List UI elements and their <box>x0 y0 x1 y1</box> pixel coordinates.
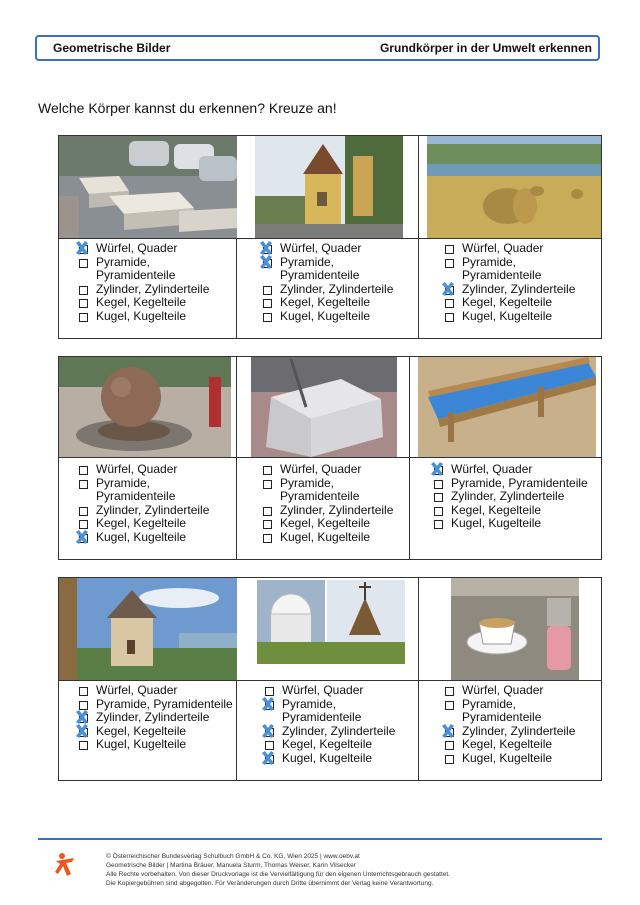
church-tower-photo <box>255 136 403 238</box>
option-label: Zylinder, Zylinderteile <box>451 489 565 504</box>
option-item[interactable] <box>263 738 395 752</box>
option-label: Pyramide, Pyramidenteile <box>462 696 542 725</box>
option-item[interactable] <box>443 684 575 698</box>
cross-mark-icon <box>74 240 90 256</box>
row-divider <box>59 680 601 681</box>
option-label: Kegel, Kegelteile <box>96 295 187 310</box>
cross-mark-icon <box>260 750 276 766</box>
option-item[interactable] <box>432 490 588 504</box>
teacup-and-glass-photo <box>451 578 579 680</box>
option-item[interactable] <box>443 738 575 752</box>
option-label: Kegel, Kegelteile <box>96 723 187 738</box>
checkbox[interactable] <box>445 259 454 268</box>
publisher-logo-icon <box>52 852 78 878</box>
footer-fees: Die Kopiergebühren sind abgegolten. Für Veränderungen durch Dritte übernimmt der Verlag keine Verantwortung. <box>106 880 434 887</box>
answer-options <box>443 684 575 766</box>
checkbox[interactable] <box>79 507 88 516</box>
option-item[interactable] <box>263 698 395 725</box>
option-item[interactable] <box>263 725 395 739</box>
hay-bales-photo <box>427 136 601 238</box>
checkbox[interactable] <box>79 687 88 696</box>
option-item[interactable] <box>261 517 393 531</box>
checkbox[interactable] <box>434 520 443 529</box>
option-label: Kugel, Kugelteile <box>96 737 187 752</box>
option-item[interactable] <box>77 684 233 698</box>
option-label: Kugel, Kugelteile <box>282 750 373 765</box>
option-label: Würfel, Quader <box>280 241 362 255</box>
option-item[interactable] <box>261 242 393 256</box>
option-item[interactable] <box>443 296 575 310</box>
answer-options <box>261 242 393 324</box>
option-label: Kegel, Kegelteile <box>96 516 187 531</box>
cross-mark-icon <box>260 696 276 712</box>
option-label: Pyramide, Pyramidenteile <box>96 254 176 283</box>
option-item[interactable] <box>443 752 575 766</box>
option-item[interactable] <box>443 283 575 297</box>
checkbox[interactable] <box>263 286 272 295</box>
checkbox[interactable] <box>434 493 443 502</box>
option-item[interactable] <box>261 463 393 477</box>
checkbox[interactable] <box>79 313 88 322</box>
answer-options <box>432 463 588 531</box>
checkbox[interactable] <box>263 507 272 516</box>
checkbox[interactable] <box>263 480 272 489</box>
wooden-water-channel-photo <box>418 357 596 457</box>
option-item[interactable] <box>443 256 575 283</box>
row-divider <box>59 238 601 239</box>
checkbox[interactable] <box>434 507 443 516</box>
option-item[interactable] <box>443 310 575 324</box>
option-label: Kegel, Kegelteile <box>451 502 542 517</box>
option-item[interactable] <box>77 296 209 310</box>
option-label: Würfel, Quader <box>451 462 533 476</box>
option-item[interactable] <box>77 725 233 739</box>
option-label: Kegel, Kegelteile <box>282 737 373 752</box>
option-label: Würfel, Quader <box>462 683 544 697</box>
option-label: Würfel, Quader <box>280 462 362 476</box>
option-label: Kugel, Kugelteile <box>96 529 187 544</box>
checkbox[interactable] <box>445 313 454 322</box>
option-label: Kegel, Kegelteile <box>462 737 553 752</box>
option-label: Würfel, Quader <box>96 462 178 476</box>
checkbox[interactable] <box>263 466 272 475</box>
option-label: Kegel, Kegelteile <box>280 295 371 310</box>
answer-options <box>443 242 575 324</box>
checkbox[interactable] <box>434 480 443 489</box>
checkbox[interactable] <box>445 741 454 750</box>
exercise-table-1 <box>58 135 602 339</box>
row-divider <box>59 457 601 458</box>
checkbox[interactable] <box>445 299 454 308</box>
round-tower-photo <box>59 578 237 680</box>
option-item[interactable] <box>261 310 393 324</box>
option-item[interactable] <box>77 698 233 712</box>
checkbox[interactable] <box>263 313 272 322</box>
option-item[interactable] <box>261 477 393 504</box>
answer-options <box>77 242 209 324</box>
option-label: Kugel, Kugelteile <box>462 750 553 765</box>
cross-mark-icon <box>440 723 456 739</box>
option-label: Kugel, Kugelteile <box>462 308 553 323</box>
granite-block-photo <box>251 357 397 457</box>
checkbox[interactable] <box>263 520 272 529</box>
option-label: Kugel, Kugelteile <box>280 308 371 323</box>
option-item[interactable] <box>432 517 588 531</box>
option-label: Kugel, Kugelteile <box>96 308 187 323</box>
checkbox[interactable] <box>445 245 454 254</box>
option-label: Zylinder, Zylinderteile <box>280 502 394 517</box>
option-label: Pyramide, Pyramidenteile <box>280 475 360 504</box>
option-item[interactable] <box>77 310 209 324</box>
answer-options <box>77 463 209 545</box>
option-item[interactable] <box>261 504 393 518</box>
exercise-table-2 <box>58 356 602 560</box>
cross-mark-icon <box>74 529 90 545</box>
option-item[interactable] <box>261 531 393 545</box>
option-label: Zylinder, Zylinderteile <box>280 281 394 296</box>
footer-authors: Geometrische Bilder | Martina Bräuer, Manuela Sturm, Thomas Weiser, Karin Vilsecker <box>106 862 356 869</box>
option-item[interactable] <box>432 504 588 518</box>
checkbox[interactable] <box>79 466 88 475</box>
option-item[interactable] <box>77 738 233 752</box>
option-item[interactable] <box>443 725 575 739</box>
option-item[interactable] <box>77 283 209 297</box>
option-item[interactable] <box>261 283 393 297</box>
option-label: Pyramide, Pyramidenteile <box>451 475 588 490</box>
cross-mark-icon <box>258 254 274 270</box>
checkbox[interactable] <box>79 259 88 268</box>
concrete-benches-photo <box>59 136 237 238</box>
column-divider <box>236 357 237 559</box>
footer-divider <box>38 838 602 840</box>
option-item[interactable] <box>263 752 395 766</box>
header-title-right: Grundkörper in der Umwelt erkennen <box>379 41 592 55</box>
option-label: Zylinder, Zylinderteile <box>96 502 210 517</box>
cross-mark-icon <box>260 723 276 739</box>
option-label: Zylinder, Zylinderteile <box>96 710 210 725</box>
option-item[interactable] <box>77 242 209 256</box>
footer-rights: Alle Rechte vorbehalten. Von dieser Druckvorlage ist die Vervielfältigung für den eigenen Unterrichtsgebrauch gestattet. <box>106 871 450 878</box>
option-item[interactable] <box>77 517 209 531</box>
checkbox[interactable] <box>79 299 88 308</box>
option-label: Pyramide, Pyramidenteile <box>280 254 360 283</box>
checkbox[interactable] <box>445 755 454 764</box>
option-label: Pyramide, Pyramidenteile <box>96 696 233 711</box>
answer-options <box>261 463 393 545</box>
checkbox[interactable] <box>79 480 88 489</box>
option-item[interactable] <box>77 504 209 518</box>
cross-mark-icon <box>74 723 90 739</box>
option-label: Kugel, Kugelteile <box>280 529 371 544</box>
option-item[interactable] <box>77 256 209 283</box>
option-label: Pyramide, Pyramidenteile <box>96 475 176 504</box>
option-item[interactable] <box>77 711 233 725</box>
option-item[interactable] <box>77 463 209 477</box>
option-label: Kugel, Kugelteile <box>451 516 542 531</box>
sphere-fountain-photo <box>59 357 231 457</box>
cross-mark-icon <box>429 461 445 477</box>
checkbox[interactable] <box>263 299 272 308</box>
option-item[interactable] <box>432 477 588 491</box>
option-item[interactable] <box>432 463 588 477</box>
option-label: Zylinder, Zylinderteile <box>462 281 576 296</box>
column-divider <box>409 357 410 559</box>
option-label: Würfel, Quader <box>96 683 178 697</box>
option-item[interactable] <box>261 256 393 283</box>
column-divider <box>418 136 419 338</box>
option-label: Pyramide, Pyramidenteile <box>462 254 542 283</box>
option-label: Pyramide, Pyramidenteile <box>282 696 362 725</box>
option-item[interactable] <box>263 684 395 698</box>
checkbox[interactable] <box>263 534 272 543</box>
option-label: Würfel, Quader <box>462 241 544 255</box>
checkbox[interactable] <box>79 741 88 750</box>
option-item[interactable] <box>77 531 209 545</box>
instruction-text: Welche Körper kannst du erkennen? Kreuze an! <box>38 100 337 116</box>
option-item[interactable] <box>261 296 393 310</box>
column-divider <box>418 578 419 780</box>
checkbox[interactable] <box>445 701 454 710</box>
option-item[interactable] <box>443 698 575 725</box>
option-label: Zylinder, Zylinderteile <box>282 723 396 738</box>
option-item[interactable] <box>77 477 209 504</box>
option-label: Kegel, Kegelteile <box>462 295 553 310</box>
option-label: Würfel, Quader <box>96 241 178 255</box>
option-label: Zylinder, Zylinderteile <box>96 281 210 296</box>
option-label: Zylinder, Zylinderteile <box>462 723 576 738</box>
observatory-and-cross-photo <box>257 580 405 680</box>
cross-mark-icon <box>440 281 456 297</box>
answer-options <box>77 684 233 752</box>
answer-options <box>263 684 395 766</box>
footer-copyright: © Österreichischer Bundesverlag Schulbuch GmbH & Co. KG, Wien 2025 | www.oebv.at <box>106 853 360 860</box>
header-title-left: Geometrische Bilder <box>53 41 171 55</box>
option-item[interactable] <box>443 242 575 256</box>
checkbox[interactable] <box>445 687 454 696</box>
option-label: Kegel, Kegelteile <box>280 516 371 531</box>
option-label: Würfel, Quader <box>282 683 364 697</box>
checkbox[interactable] <box>79 286 88 295</box>
page-header <box>35 35 600 61</box>
exercise-table-3 <box>58 577 602 781</box>
